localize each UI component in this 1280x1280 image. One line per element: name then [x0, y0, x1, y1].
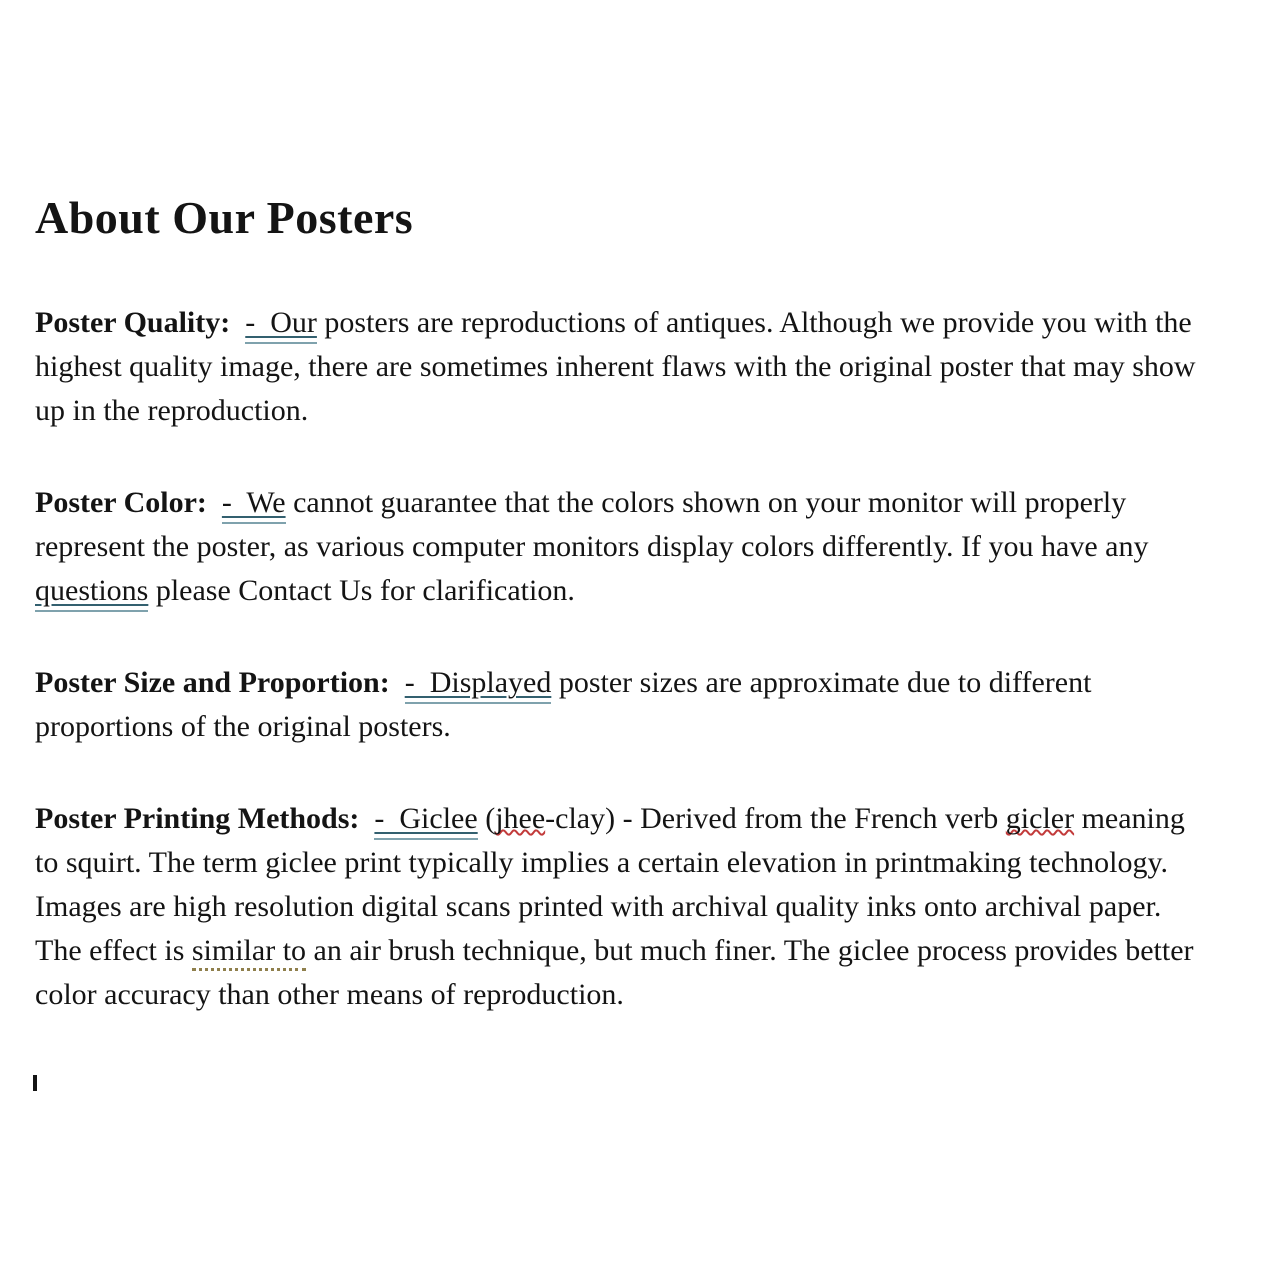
poster-quality-text: posters are reproductions of antiques. Although we provide you with the highest quality image, there are sometimes inherent flaws with the original poster that may show up in the reproduction. — [35, 306, 1204, 428]
giclee-double-underline-link[interactable]: - Giclee — [374, 802, 477, 840]
poster-printing-text-3: meaning to squirt. The term giclee print typically implies a certain elevation in printmaking technology. Images are high resolution digital scans printed with archival quality inks onto archival paper. The effect is — [35, 802, 1193, 968]
text-cursor — [33, 1075, 37, 1091]
poster-color-paragraph — [35, 481, 1212, 613]
poster-printing-label: Poster Printing Methods: — [35, 802, 360, 836]
spacer — [207, 486, 222, 519]
spacer — [359, 802, 374, 835]
poster-size-text: poster sizes are approximate due to different proportions of the original posters. — [35, 666, 1099, 744]
poster-color-text-1: cannot guarantee that the colors shown on your monitor will properly represent the poster, as various computer monitors display colors differently. If you have any — [35, 486, 1156, 564]
page-title: About Our Posters — [35, 192, 414, 243]
poster-quality-label: Poster Quality: — [35, 306, 231, 340]
grammar-underline-similar-to: similar to — [192, 934, 306, 971]
poster-color-text-2: please Contact Us for clarification. — [148, 574, 575, 608]
poster-printing-paragraph — [35, 797, 1212, 1017]
spellcheck-word-gicler: gicler — [1005, 802, 1075, 836]
spacer — [390, 666, 405, 699]
poster-size-label: Poster Size and Proportion: — [35, 666, 390, 700]
spellcheck-word-jhee: jhee — [495, 802, 546, 836]
poster-printing-text-2: -clay) - Derived from the French verb — [545, 802, 1006, 836]
questions-double-underline-link[interactable]: questions — [35, 574, 148, 612]
displayed-double-underline-link[interactable]: - Displayed — [405, 666, 552, 704]
poster-quality-paragraph — [35, 301, 1212, 433]
poster-printing-text-4: an air brush technique, but much finer. The giclee process provides better color accuracy than other means of reproduction. — [35, 934, 1202, 1012]
poster-color-label: Poster Color: — [35, 486, 207, 520]
our-double-underline-link[interactable]: - Our — [245, 306, 317, 344]
poster-printing-text-1: ( — [477, 802, 496, 836]
we-double-underline-link[interactable]: - We — [222, 486, 286, 524]
poster-size-paragraph — [35, 661, 1212, 749]
spacer — [230, 306, 245, 339]
